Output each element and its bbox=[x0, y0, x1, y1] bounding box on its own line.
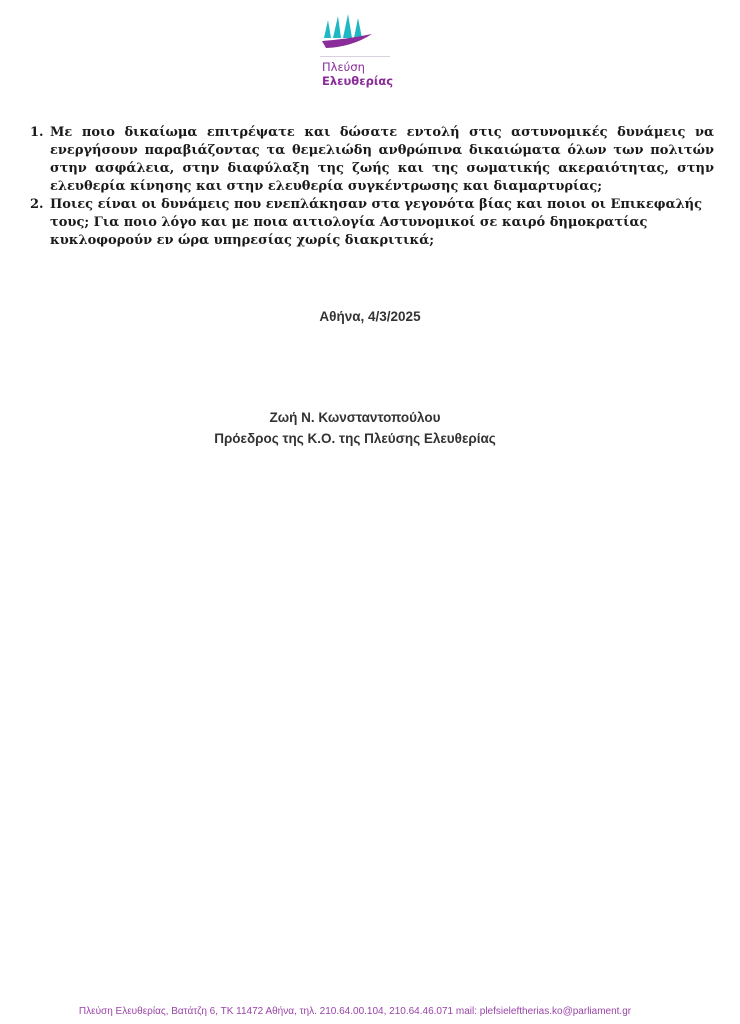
question-text: Ποιες είναι οι δυνάμεις που ενεπλάκησαν στα γεγονότα βίας και ποιοι οι Επικεφαλής τους; Για ποιο λόγο και με ποια αιτιολογία Αστυνομικοί σε καιρό δημοκρατίας κυκλοφορούν εν ώρα υπηρεσίας χωρίς διακριτικά; bbox=[50, 197, 703, 248]
logo-text-line1: Πλεύση bbox=[322, 60, 365, 74]
document-date: Αθήνα, 4/3/2025 bbox=[319, 309, 421, 324]
signatory-name: Ζωή Ν. Κωνσταντοπούλου bbox=[269, 410, 441, 425]
footer-contact: Πλεύση Ελευθερίας, Βατάτζη 6, ΤΚ 11472 Αθήνα, τηλ. 210.64.00.104, 210.64.46.071 mail: plefsieleftherias.ko@parliament.gr bbox=[78, 1006, 632, 1017]
signatory-title: Πρόεδρος της Κ.Ο. της Πλεύσης Ελευθερίας bbox=[214, 431, 496, 446]
question-number: 1. bbox=[30, 125, 44, 140]
questions-list bbox=[30, 124, 714, 250]
party-logo bbox=[316, 12, 406, 88]
question-item bbox=[30, 124, 714, 196]
question-number: 2. bbox=[30, 197, 44, 212]
logo-divider bbox=[320, 56, 390, 57]
question-item bbox=[30, 196, 714, 250]
sailboats-logo-icon bbox=[322, 12, 374, 50]
logo-text-line2: Ελευθερίας bbox=[322, 74, 394, 88]
question-text: Με ποιο δικαίωμα επιτρέψατε και δώσατε εντολή στις αστυνομικές δυνάμεις να ενεργήσουν παραβιάζοντας τα θεμελιώδη ανθρώπινα δικαιώματα όλων των πολιτών στην ασφάλεια, στην διαφύλαξη της ζωής και της σωματικής ακεραιότητας, στην ελευθερία κίνησης και στην ελευθερία συγκέντρωσης και διαμαρτυρίας; bbox=[50, 125, 714, 194]
signature-block bbox=[0, 407, 710, 449]
